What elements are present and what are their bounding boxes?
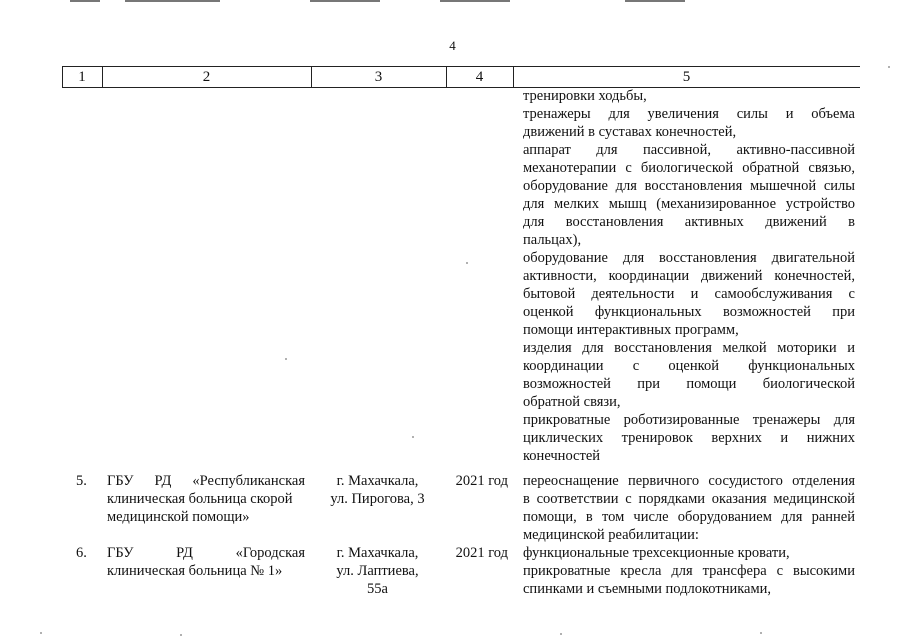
text-line: обратной связи, [523,394,621,410]
text-line: клиническая больница № 1» [107,563,283,579]
scan-mark [625,0,685,2]
scan-speck [760,632,762,634]
text-line: клиническая больница скорой [107,491,293,507]
row-number: 5. [76,473,87,489]
text-line: прикроватные кресла для трансфера с высокими [523,563,855,579]
text-line: аппарат для пассивной, активно-пассивной [523,142,855,158]
address [320,544,435,598]
text-line: тренировки ходьбы, [523,88,647,104]
scan-mark [310,0,380,2]
text-line: тренажеры для увеличения силы и объема [523,106,855,122]
text-line: помощи интерактивных программ, [523,322,739,338]
text-line: ул. Лаптиева, [336,563,419,579]
address [320,472,435,508]
text-line: г. Махачкала, [336,473,419,489]
text-line: ул. Пирогова, 3 [330,491,425,507]
column-header-2: 2 [202,69,211,85]
institution-name [107,472,305,526]
text-line: ГБУ РД «Республиканская [107,473,305,489]
page-number: 4 [449,38,456,53]
institution-name [107,544,305,580]
text-line: функциональные трехсекционные кровати, [523,545,790,561]
text-line: прикроватные роботизированные тренажеры для [523,412,855,428]
text-line: г. Махачкала, [336,545,419,561]
column-header-row [62,66,860,88]
scan-speck [466,262,468,264]
description [523,472,855,544]
text-line: 55а [367,581,388,597]
text-line: оборудование для восстановления двигательной [523,250,855,266]
scan-mark [125,0,220,2]
continuation-text [523,87,855,465]
column-header-4: 4 [475,69,484,85]
text-line: медицинской помощи» [107,509,250,525]
text-line: для восстановления активных движений в [523,214,855,230]
column-header-5: 5 [682,69,691,85]
text-line: медицинской реабилитации: [523,527,699,543]
scan-mark [440,0,510,2]
scan-speck [180,634,182,636]
scan-speck [888,66,890,68]
scan-mark [70,0,100,2]
text-line: в соответствии с порядками оказания медицинской [523,491,855,507]
text-line: изделия для восстановления мелкой моторики и [523,340,855,356]
scan-speck [412,436,414,438]
text-line: механотерапии с биологической обратной связью, [523,160,855,176]
scan-speck [285,358,287,360]
text-line: оценкой функциональных возможностей при [523,304,855,320]
text-line: бытовой деятельности и самообслуживания с [523,286,855,302]
text-line: координации с оценкой функциональных [523,358,855,374]
year: 2021 год [455,473,508,489]
text-line: конечностей [523,448,601,464]
year: 2021 год [455,545,508,561]
text-line: помощи, в том числе оборудованием для ранней [523,509,855,525]
text-line: спинками и съемными подлокотниками, [523,581,772,597]
description [523,544,855,598]
column-header-3: 3 [374,69,383,85]
text-line: возможностей при помощи биологической [523,376,855,392]
text-line: пальцах), [523,232,582,248]
text-line: ГБУ РД «Городская [107,545,305,561]
text-line: активности, координации движений конечностей, [523,268,855,284]
text-line: циклических тренировок верхних и нижних [523,430,855,446]
row-number: 6. [76,545,87,561]
text-line: переоснащение первичного сосудистого отделения [523,473,855,489]
scan-speck [40,632,42,634]
text-line: для мелких мышц (механизированное устройство [523,196,855,212]
text-line: движений в суставах конечностей, [523,124,737,140]
column-header-1: 1 [78,69,86,85]
text-line: оборудование для восстановления мышечной силы [523,178,855,194]
scan-speck [560,633,562,635]
